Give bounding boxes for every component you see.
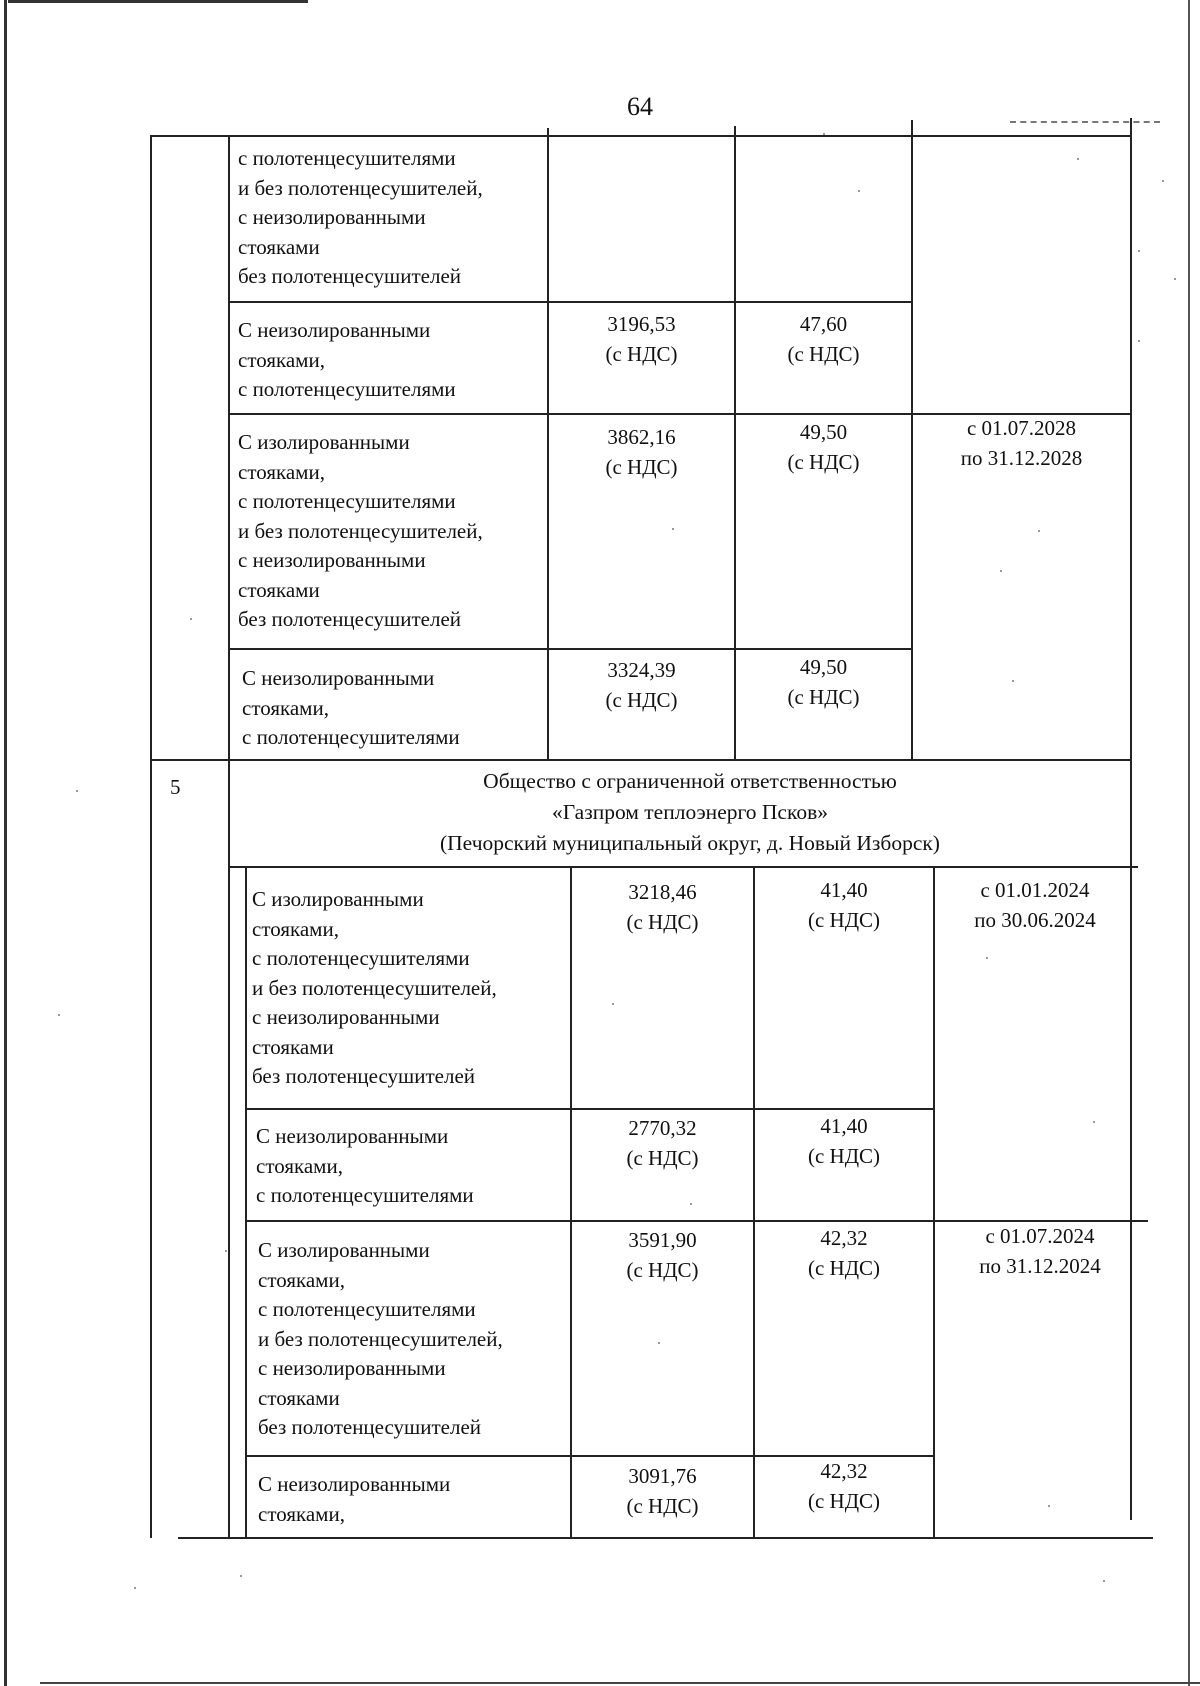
period-value: с 01.01.2024 по 30.06.2024 xyxy=(974,878,1096,932)
grid-line xyxy=(933,866,935,1538)
scan-speck xyxy=(658,1342,660,1344)
scan-speck xyxy=(1174,278,1176,280)
grid-line xyxy=(245,1108,933,1110)
scan-speck xyxy=(1012,680,1014,682)
norm-value: 41,40 (с НДС) xyxy=(807,878,881,932)
grid-line xyxy=(570,866,572,1538)
table-top-border xyxy=(150,135,1130,137)
scan-speck xyxy=(1093,1121,1095,1123)
scan-speck xyxy=(1048,1505,1050,1507)
scan-speck xyxy=(612,1003,614,1005)
scan-speck xyxy=(1000,570,1002,572)
scan-speck xyxy=(823,133,825,135)
scan-speck xyxy=(1103,1580,1105,1582)
norm-value: 42,32 (с НДС) xyxy=(807,1226,881,1280)
tariff-value: 3091,76 (с НДС) xyxy=(626,1464,699,1518)
table-left-border xyxy=(150,135,152,1538)
scan-speck xyxy=(672,528,674,530)
period-value: с 01.07.2024 по 31.12.2024 xyxy=(979,1224,1101,1278)
period-value: с 01.07.2028 по 31.12.2028 xyxy=(960,416,1083,470)
scan-speck xyxy=(134,1587,136,1589)
scan-speck xyxy=(240,1575,242,1577)
scan-speck xyxy=(1038,530,1040,532)
row-description: с полотенцесушителями и без полотенцесушителей, с неизолированными стояками без полотенцесушителей xyxy=(238,146,483,288)
row-description: С неизолированными стояками, с полотенцесушителями xyxy=(238,318,456,401)
row-description: С изолированными стояками, с полотенцесушителями и без полотенцесушителей, с неизолированными стояками без полотенцесушителей xyxy=(258,1238,503,1439)
row-description: С неизолированными стояками, с полотенцесушителями xyxy=(256,1124,474,1207)
scan-speck xyxy=(1138,250,1140,252)
tariff-value: 3862,16 (с НДС) xyxy=(605,425,678,479)
scan-speck xyxy=(1077,158,1079,160)
row-index: 5 xyxy=(170,775,181,799)
norm-value: 41,40 (с НДС) xyxy=(807,1114,881,1168)
scan-speck xyxy=(190,618,192,620)
norm-value: 42,32 (с НДС) xyxy=(807,1459,881,1513)
row-description: С изолированными стояками, с полотенцесушителями и без полотенцесушителей, с неизолированными стояками без полотенцесушителей xyxy=(238,430,483,631)
scan-speck xyxy=(1162,180,1164,182)
grid-line xyxy=(150,759,1130,761)
organization-name: Общество с ограниченной ответственностью «Газпром теплоэнерго Псков» (Печорский муниципальный округ, д. Новый Изборск) xyxy=(440,769,940,855)
grid-line xyxy=(245,866,247,1538)
table-right-border xyxy=(1130,118,1132,1520)
tariff-value: 3218,46 (с НДС) xyxy=(626,880,699,934)
table-bottom-border xyxy=(178,1537,1153,1539)
norm-value: 49,50 (с НДС) xyxy=(787,420,860,474)
scan-speck xyxy=(986,957,988,959)
tariff-value: 3324,39 (с НДС) xyxy=(605,658,678,712)
page-number: 64 xyxy=(627,92,653,121)
scan-speck xyxy=(76,790,78,792)
norm-value: 49,50 (с НДС) xyxy=(787,655,860,709)
row-description: С изолированными стояками, с полотенцесушителями и без полотенцесушителей, с неизолированными стояками без полотенцесушителей xyxy=(252,887,497,1088)
grid-line xyxy=(228,866,1138,868)
norm-value: 47,60 (с НДС) xyxy=(787,312,860,366)
grid-line xyxy=(228,301,911,303)
tariff-value: 2770,32 (с НДС) xyxy=(626,1116,699,1170)
scan-speck xyxy=(690,1203,692,1205)
grid-line xyxy=(228,648,911,650)
scan-speck xyxy=(1138,340,1140,342)
scan-speck xyxy=(858,190,860,192)
tariff-value: 3591,90 (с НДС) xyxy=(626,1228,699,1282)
scan-speck xyxy=(58,1014,60,1016)
grid-line xyxy=(753,866,755,1538)
tariff-value: 3196,53 (с НДС) xyxy=(605,312,678,366)
row-description: С неизолированными стояками, xyxy=(258,1472,451,1526)
scan-speck xyxy=(225,1250,227,1252)
row-description: С неизолированными стояками, с полотенцесушителями xyxy=(242,666,460,749)
index-column-divider xyxy=(228,135,230,1538)
